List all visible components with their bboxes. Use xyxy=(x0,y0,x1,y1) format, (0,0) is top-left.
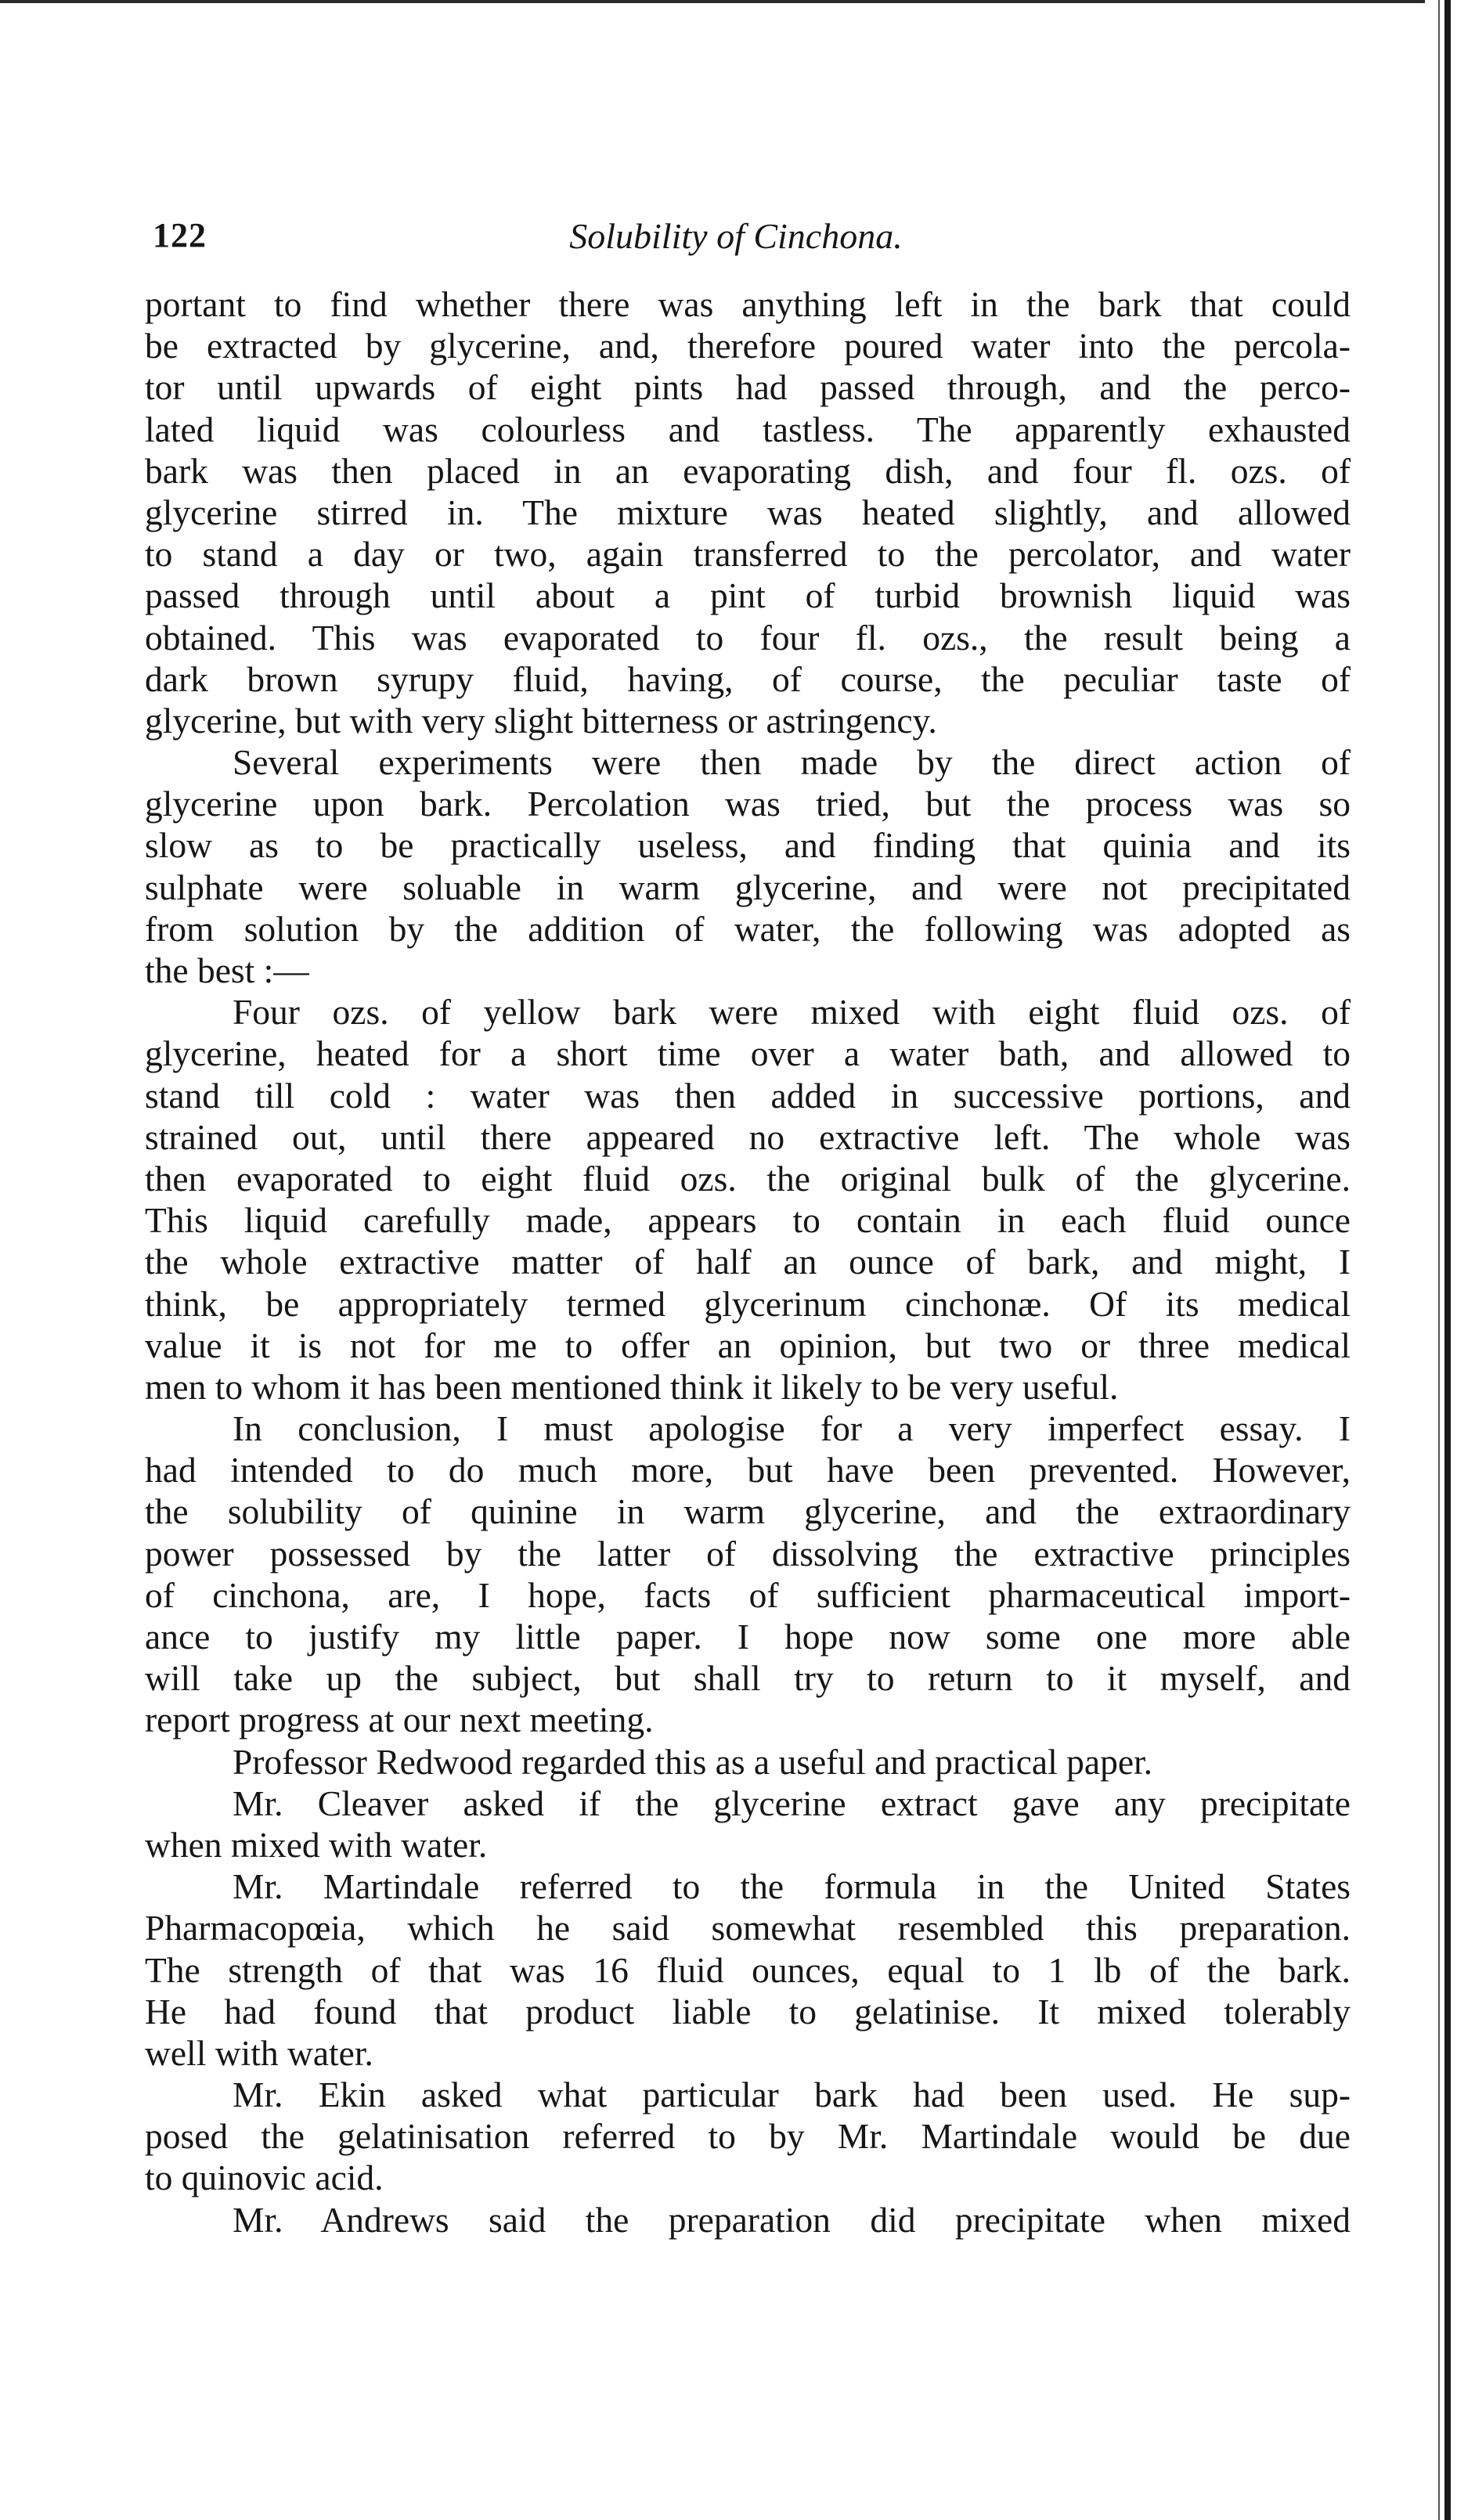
text-line: Several experiments were then made by the direct action of xyxy=(233,742,1351,783)
text-line: He had found that product liable to gelatinise. It mixed tolerably xyxy=(145,1991,1351,2032)
text-line: the whole extractive matter of half an ounce of bark, and might, I xyxy=(145,1242,1351,1282)
text-line: glycerine, but with very slight bitterness or astringency. xyxy=(145,700,937,741)
text-line: dark brown syrupy fluid, having, of course, the peculiar taste of xyxy=(145,658,1351,699)
text-line: men to whom it has been mentioned think it likely to be very useful. xyxy=(145,1366,1119,1407)
running-title: Solubility of Cinchona. xyxy=(569,216,903,256)
text-line: well with water. xyxy=(145,2032,373,2073)
text-line: Professor Redwood regarded this as a useful and practical paper. xyxy=(233,1741,1153,1782)
text-line: stand till cold : water was then added in successive portions, and xyxy=(145,1075,1351,1116)
text-line: strained out, until there appeared no extractive left. The whole was xyxy=(145,1116,1351,1157)
text-line: think, be appropriately termed glycerinum cinchonæ. Of its medical xyxy=(145,1283,1351,1324)
text-line: of cinchona, are, I hope, facts of sufficient pharmaceutical import- xyxy=(145,1574,1351,1615)
text-line: had intended to do much more, but have been prevented. However, xyxy=(145,1450,1351,1491)
text-line: value it is not for me to offer an opinion, but two or three medical xyxy=(145,1325,1351,1365)
text-line: tor until upwards of eight pints had passed through, and the perco- xyxy=(145,367,1351,408)
text-line: posed the gelatinisation referred to by Mr. Martindale would be due xyxy=(145,2116,1351,2157)
text-line: In conclusion, I must apologise for a very imperfect essay. I xyxy=(233,1408,1351,1449)
text-line: passed through until about a pint of turbid brownish liquid was xyxy=(145,575,1351,616)
text-line: lated liquid was colourless and tastless. The apparently exhausted xyxy=(145,409,1351,449)
running-head xyxy=(153,215,1319,262)
text-line: glycerine upon bark. Percolation was tried, but the process was so xyxy=(145,784,1351,824)
top-rule xyxy=(0,0,1425,3)
text-line: when mixed with water. xyxy=(145,1824,488,1865)
text-line: the solubility of quinine in warm glycerine, and the extraordinary xyxy=(145,1491,1351,1532)
text-line: Pharmacopœia, which he said somewhat resembled this preparation. xyxy=(145,1908,1351,1949)
text-line: Mr. Andrews said the preparation did precipitate when mixed xyxy=(233,2199,1351,2240)
text-line: will take up the subject, but shall try to return to it myself, and xyxy=(145,1658,1351,1699)
text-line: glycerine, heated for a short time over a water bath, and allowed to xyxy=(145,1033,1351,1074)
page-number: 122 xyxy=(153,216,207,254)
text-line: be extracted by glycerine, and, therefore poured water into the percola- xyxy=(145,326,1351,366)
text-line: Four ozs. of yellow bark were mixed with eight fluid ozs. of xyxy=(233,992,1351,1033)
body-text xyxy=(145,283,1351,2241)
text-line: glycerine stirred in. The mixture was heated slightly, and allowed xyxy=(145,492,1351,532)
text-line: Mr. Cleaver asked if the glycerine extract gave any precipitate xyxy=(233,1783,1351,1823)
text-line: Mr. Ekin asked what particular bark had been used. He sup- xyxy=(233,2075,1351,2115)
text-line: The strength of that was 16 fluid ounces, equal to 1 lb of the bark. xyxy=(145,1949,1351,1990)
text-line: obtained. This was evaporated to four fl. ozs., the result being a xyxy=(145,617,1351,658)
text-line: power possessed by the latter of dissolving the extractive principles xyxy=(145,1533,1351,1574)
text-line: from solution by the addition of water, the following was adopted as xyxy=(145,908,1351,949)
text-line: slow as to be practically useless, and finding that quinia and its xyxy=(145,825,1351,866)
text-line: report progress at our next meeting. xyxy=(145,1700,654,1740)
text-line: Mr. Martindale referred to the formula in the United States xyxy=(233,1866,1351,1907)
text-line: portant to find whether there was anything left in the bark that could xyxy=(145,284,1351,324)
text-line: bark was then placed in an evaporating dish, and four fl. ozs. of xyxy=(145,450,1351,491)
text-line: to quinovic acid. xyxy=(145,2158,384,2198)
binding-edge-line xyxy=(1438,0,1440,2520)
text-line: then evaporated to eight fluid ozs. the original bulk of the glycerine. xyxy=(145,1158,1351,1199)
text-line: This liquid carefully made, appears to contain in each fluid ounce xyxy=(145,1200,1351,1241)
text-line: ance to justify my little paper. I hope now some one more able xyxy=(145,1617,1351,1657)
text-line: to stand a day or two, again transferred to the percolator, and water xyxy=(145,534,1351,575)
text-line: sulphate were soluable in warm glycerine, and were not precipitated xyxy=(145,867,1351,907)
binding-edge xyxy=(1444,0,1451,2520)
text-line: the best :— xyxy=(145,950,309,990)
